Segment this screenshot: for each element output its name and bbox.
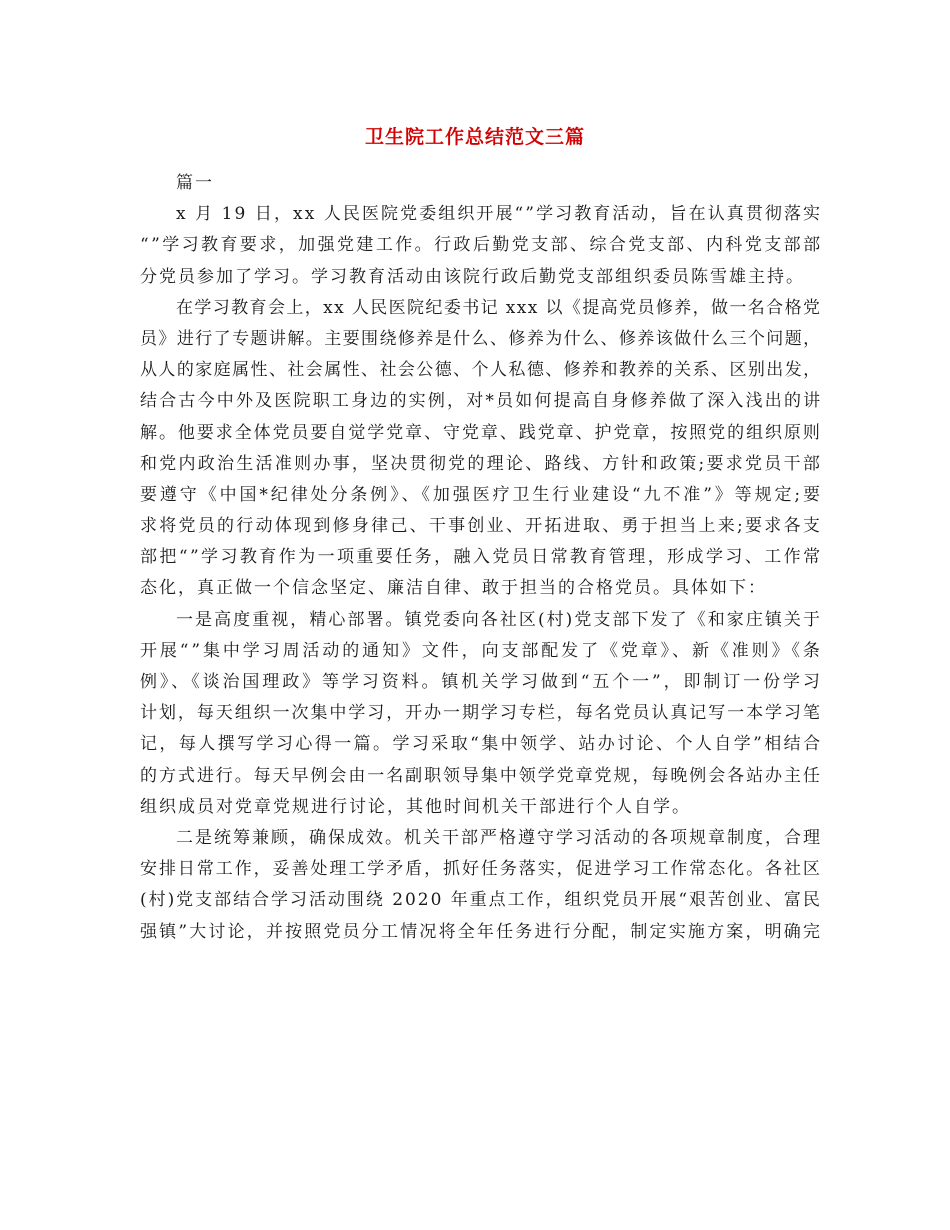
paragraph-line: 在学习教育会上，xx 人民医院纪委书记 xxx 以《提高党员修养，做一名合格党 (176, 297, 822, 318)
paragraph-line: 解。他要求全体党员要自觉学党章、守党章、践党章、护党章，按照党的组织原则 (140, 422, 822, 443)
paragraph-line: 开展“”集中学习周活动的通知》文件，向支部配发了《党章》、新《准则》《条 (140, 640, 823, 661)
section-heading: 篇一 (176, 173, 214, 193)
paragraph-line: 分党员参加了学习。学习教育活动由该院行政后勤党支部组织委员陈雪雄主持。 (140, 266, 805, 287)
paragraph-line: 态化，真正做一个信念坚定、廉洁自律、敢于担当的合格党员。具体如下： (140, 578, 767, 599)
paragraph-line: x 月 19 日，xx 人民医院党委组织开展“”学习教育活动，旨在认真贯彻落实 (176, 204, 823, 225)
paragraph-line: “”学习教育要求，加强党建工作。行政后勤党支部、综合党支部、内科党支部部 (140, 235, 823, 256)
paragraph-line: 组织成员对党章党规进行讨论，其他时间机关干部进行个人自学。 (140, 796, 691, 817)
paragraph-line: 从人的家庭属性、社会属性、社会公德、个人私德、修养和教养的关系、区别出发， (140, 360, 822, 381)
paragraph-line: 求将党员的行动体现到修身律己、干事创业、开拓进取、勇于担当上来;要求各支 (140, 516, 823, 537)
paragraph-line: 安排日常工作，妥善处理工学矛盾，抓好任务落实，促进学习工作常态化。各社区 (140, 859, 822, 880)
paragraph-line: 一是高度重视，精心部署。镇党委向各社区(村)党支部下发了《和家庄镇关于 (176, 609, 823, 630)
paragraph-line: 例》、《谈治国理政》等学习资料。镇机关学习做到“五个一”，即制订一份学习 (140, 672, 823, 692)
paragraph-line: 部把“”学习教育作为一项重要任务，融入党员日常教育管理，形成学习、工作常 (140, 547, 823, 568)
paragraph-line: 强镇”大讨论，并按照党员分工情况将全年任务进行分配，制定实施方案，明确完 (140, 921, 823, 942)
paragraph-line: (村)党支部结合学习活动围绕 2020 年重点工作，组织党员开展“艰苦创业、富民 (140, 890, 822, 911)
document-title: 卫生院工作总结范文三篇 (364, 126, 585, 148)
paragraph-line: 的方式进行。每天早例会由一名副职领导集中领学党章党规，每晚例会各站办主任 (140, 765, 822, 786)
paragraph-line: 二是统筹兼顾，确保成效。机关干部严格遵守学习活动的各项规章制度，合理 (176, 827, 822, 848)
paragraph-line: 员》进行了专题讲解。主要围绕修养是什么、修养为什么、修养该做什么三个问题， (140, 328, 822, 349)
paragraph-line: 计划，每天组织一次集中学习，开办一期学习专栏，每名党员认真记写一本学习笔 (140, 703, 822, 724)
paragraph-line: 结合古今中外及医院职工身边的实例，对*员如何提高自身修养做了深入浅出的讲 (140, 391, 823, 412)
paragraph-line: 和党内政治生活准则办事，坚决贯彻党的理论、路线、方针和政策;要求党员干部 (140, 453, 823, 474)
paragraph-line: 记，每人撰写学习心得一篇。学习采取“集中领学、站办讨论、个人自学”相结合 (140, 734, 823, 755)
paragraph-line: 要遵守《中国*纪律处分条例》、《加强医疗卫生行业建设“九不准”》等规定;要 (140, 484, 823, 505)
document-body (140, 160, 823, 948)
